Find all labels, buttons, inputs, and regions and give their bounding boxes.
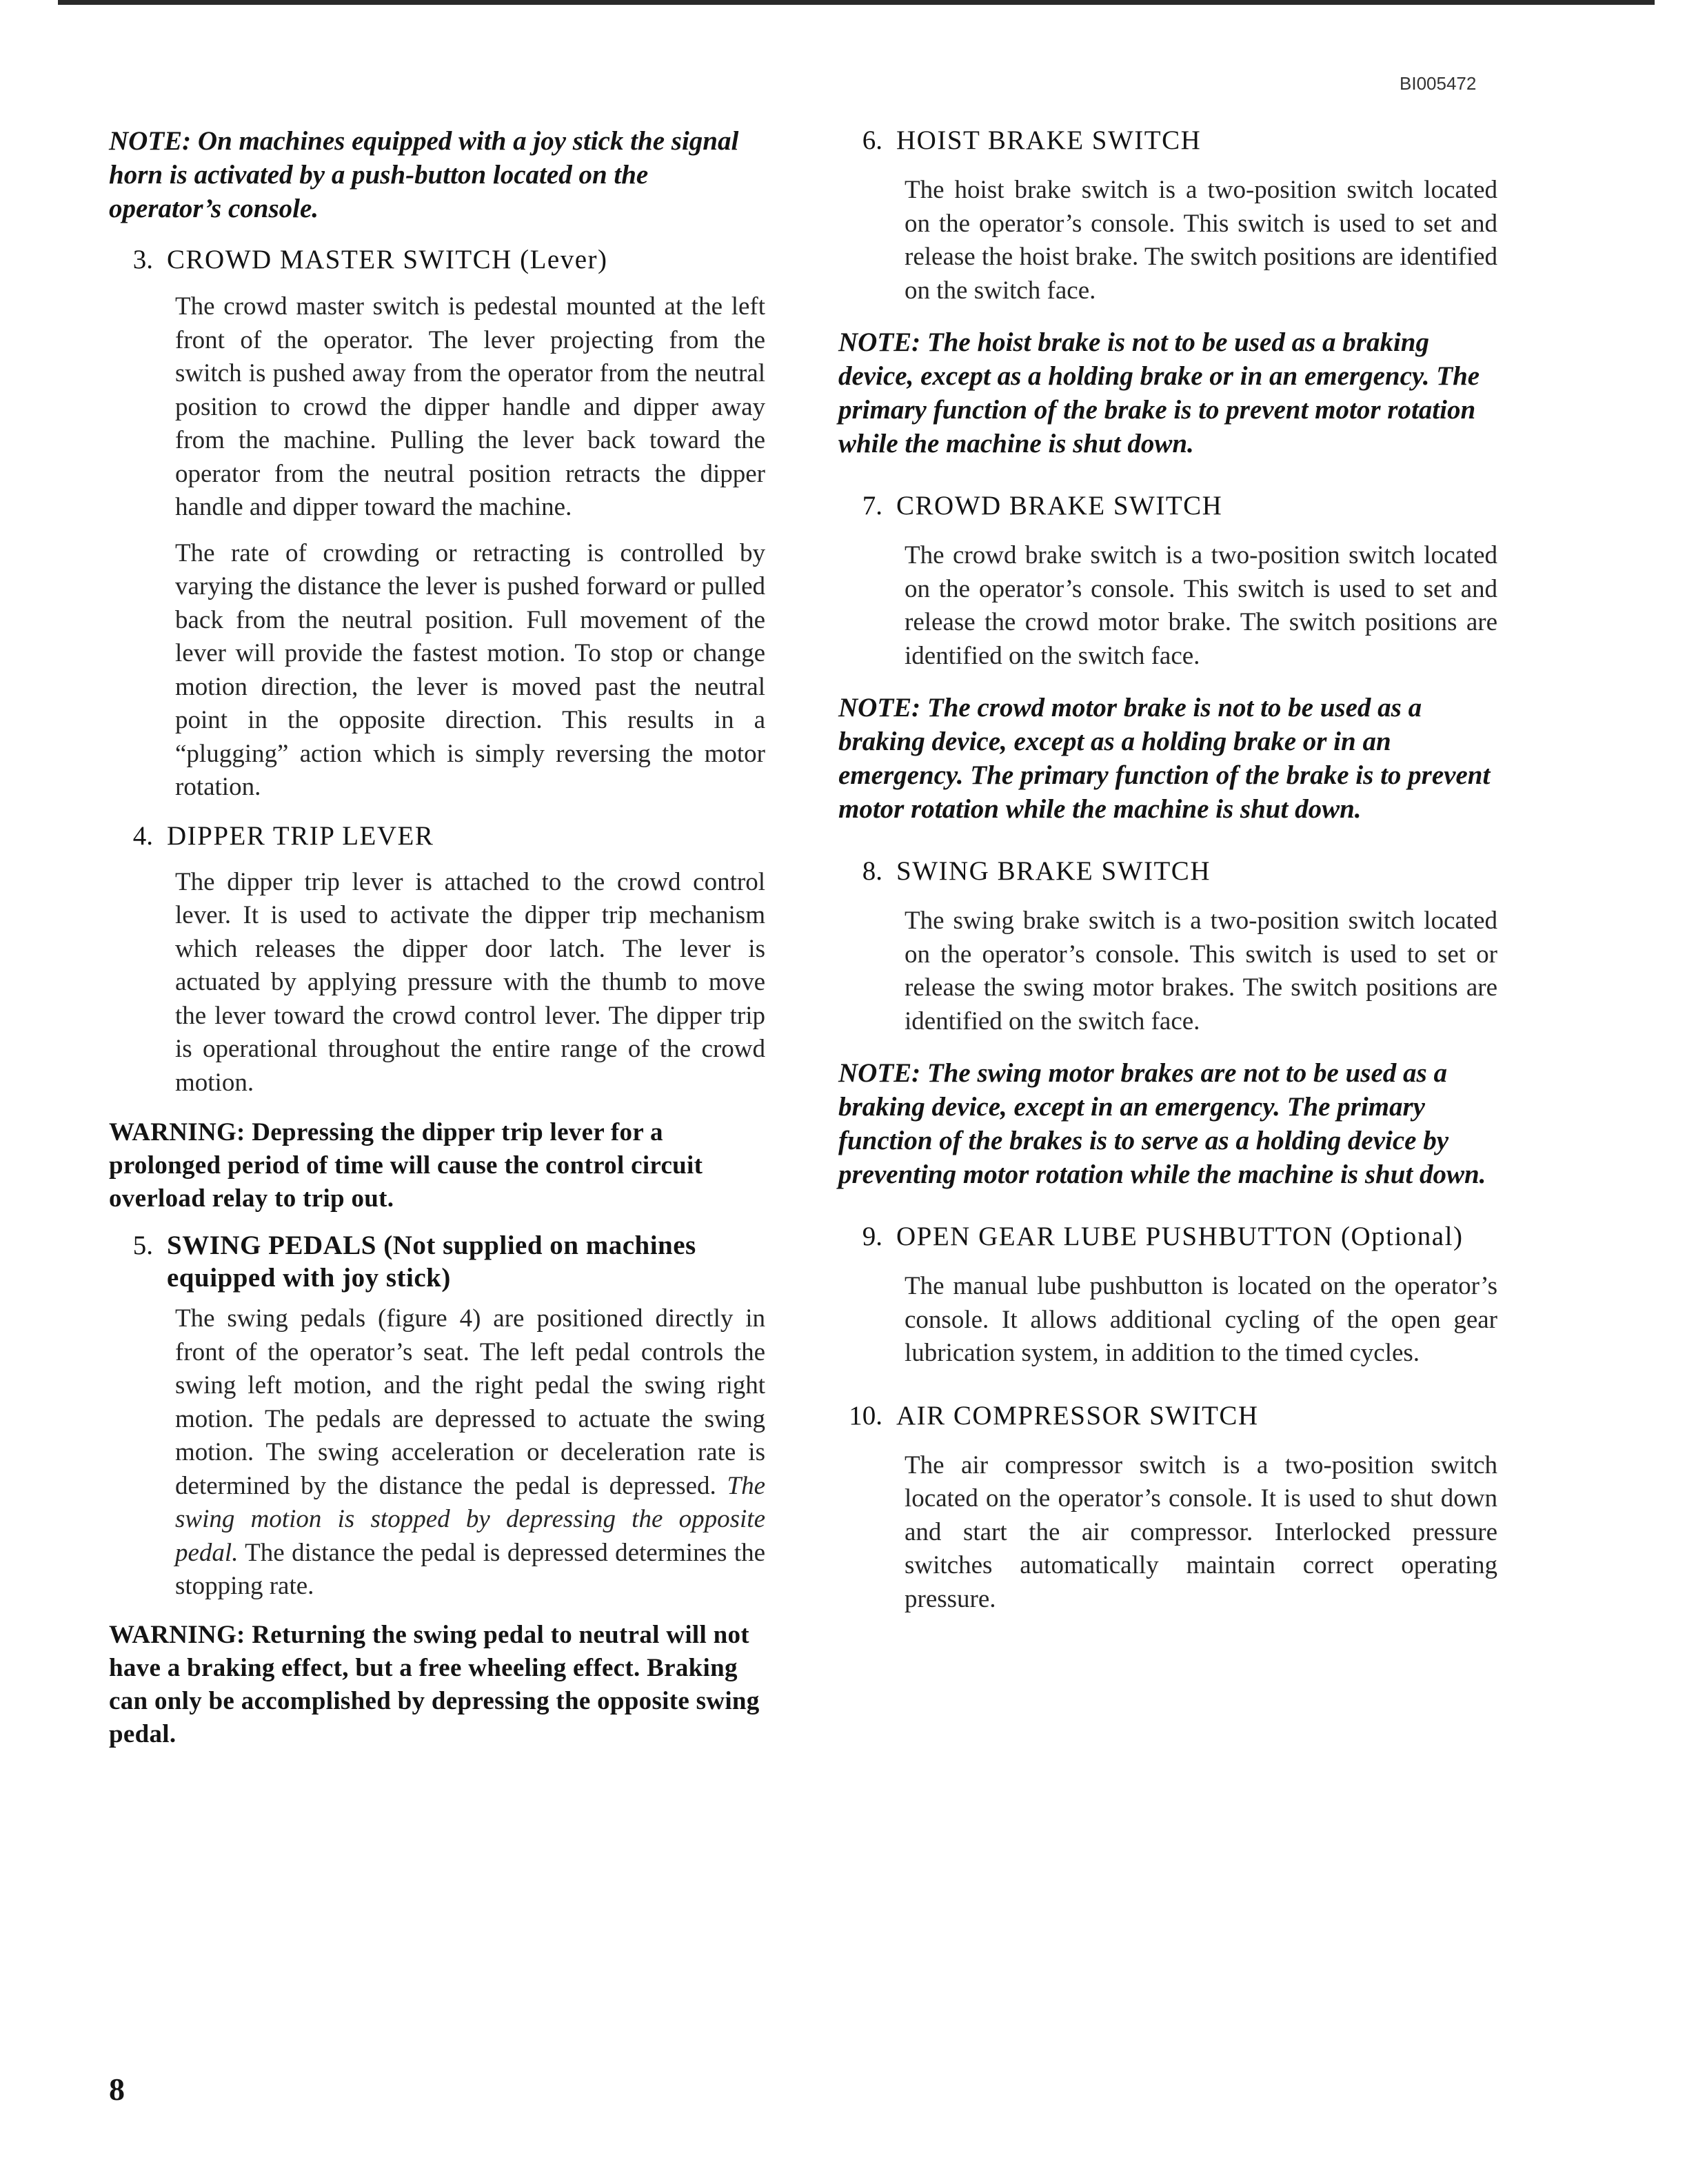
paragraph: The rate of crowding or retracting is controlled by varying the distance the lever is pushed forward or pulled back from the neutral position. Full movement of the lever will provide the fastest motion. To stop or change motion direction, the lever is moved past the neutral point in the opposite direction. This results in a “plugging” action which is simply reversing the motor rotation. [175, 538, 765, 801]
note-swing-motor-brakes: NOTE: The swing motor brakes are not to be used as a braking device, except in an emergency. The primary function of the brakes is to serve as a holding device by preventing motor rotation while the machine is shut down. [838, 1058, 1486, 1189]
section-open-gear-lube-pushbutton [838, 1220, 1497, 1371]
left-column [109, 124, 765, 1751]
paragraph: The crowd master switch is pedestal mounted at the left front of the operator. The lever projecting from the switch is pushed away from the operator from the neutral position to crowd the dipper handle and dipper away from the machine. Pulling the lever back toward the operator from the neutral position retracts the dipper handle and dipper toward the machine. [175, 292, 765, 521]
paragraph: The manual lube pushbutton is located on the operator’s console. It allows additional cycling of the open gear lubrication system, in addition to the timed cycles. [905, 1272, 1497, 1367]
section-heading [109, 243, 765, 276]
text-run: The swing pedals (figure 4) are positioned directly in front of the operator’s seat. The left pedal controls the swing left motion, and the right pedal the swing right motion. The pedals are depressed to actuate the swing motion. The swing acceleration or deceleration rate is determined by the distance the pedal is depressed. [175, 1304, 765, 1500]
section-title: OPEN GEAR LUBE PUSHBUTTON (Optional) [896, 1222, 1464, 1251]
section-number: 6. [862, 125, 882, 155]
section-title: SWING PEDALS (Not supplied on machines equipped with joy stick) [167, 1231, 696, 1293]
text-run: The distance the pedal is depressed determines the stopping rate. [175, 1538, 765, 1600]
section-title: CROWD MASTER SWITCH (Lever) [167, 245, 608, 274]
paragraph: The swing brake switch is a two-position switch located on the operator’s console. This switch is used to set or release the swing motor brakes. The switch positions are identified on the switch face. [905, 907, 1497, 1035]
section-title: CROWD BRAKE SWITCH [896, 491, 1223, 520]
section-air-compressor-switch [838, 1399, 1497, 1617]
paragraph: The dipper trip lever is attached to the crowd control lever. It is used to activate the dipper trip mechanism which releases the dipper door latch. The lever is actuated by applying pressure with the thumb to move the lever toward the crowd control lever. The dipper trip is operational throughout the entire range of the crowd motion. [175, 867, 765, 1097]
section-title: SWING BRAKE SWITCH [896, 856, 1211, 886]
note-hoist-brake: NOTE: The hoist brake is not to be used as a braking device, except as a holding brake or in an emergency. The primary function of the brake is to prevent motor rotation while the machine is shut down. [838, 327, 1480, 458]
section-heading [838, 1399, 1497, 1432]
section-title: AIR COMPRESSOR SWITCH [896, 1400, 1259, 1430]
section-heading [838, 855, 1497, 887]
top-rule [58, 0, 1655, 5]
paragraph: The hoist brake switch is a two-position switch located on the operator’s console. This switch is used to set and release the hoist brake. The switch positions are identified on the switch face. [905, 176, 1497, 305]
section-crowd-master-switch [109, 243, 765, 805]
paragraph: The air compressor switch is a two-position switch located on the operator’s console. It is used to shut down and start the air compressor. Interlocked pressure switches automatically maintain correct operating pressure. [905, 1450, 1497, 1613]
document-id: BI005472 [1400, 73, 1477, 94]
italic-text-run: The swing motion is stopped by depressing the opposite pedal. [175, 1471, 765, 1567]
paragraph [175, 1302, 765, 1604]
section-title: HOIST BRAKE SWITCH [896, 125, 1202, 155]
section-dipper-trip-lever [109, 820, 765, 1100]
section-number: 9. [862, 1222, 882, 1251]
section-heading [838, 124, 1497, 156]
section-number: 10. [849, 1400, 882, 1430]
section-title: DIPPER TRIP LEVER [167, 820, 434, 851]
section-number: 7. [862, 491, 882, 520]
section-swing-brake-switch [838, 855, 1497, 1038]
page-number: 8 [109, 2072, 125, 2107]
note-signal-horn: NOTE: On machines equipped with a joy stick the signal horn is activated by a push-button located on the operator’s console. [109, 126, 739, 223]
warning-swing-pedal: WARNING: Returning the swing pedal to neutral will not have a braking effect, but a free wheeling effect. Braking can only be accomplished by depressing the opposite swing pedal. [109, 1620, 760, 1748]
paragraph: The crowd brake switch is a two-position switch located on the operator’s console. This switch is used to set and release the crowd motor brake. The switch positions are identified on the switch face. [905, 541, 1497, 670]
note-crowd-motor-brake: NOTE: The crowd motor brake is not to be used as a braking device, except as a holding brake or in an emergency. The primary function of the brake is to prevent motor rotation while the machine is shut down. [838, 693, 1491, 824]
section-heading [109, 820, 765, 852]
section-number: 3. [132, 245, 153, 274]
section-heading [838, 1220, 1497, 1253]
section-swing-pedals [109, 1229, 765, 1604]
section-number: 8. [862, 856, 882, 886]
section-hoist-brake-switch [838, 124, 1497, 307]
section-crowd-brake-switch [838, 489, 1497, 673]
section-number: 4. [132, 820, 153, 851]
warning-dipper-trip: WARNING: Depressing the dipper trip lever for a prolonged period of time will cause the control circuit overload relay to trip out. [109, 1118, 703, 1213]
right-column [838, 124, 1497, 1616]
section-number: 5. [132, 1231, 153, 1260]
section-heading [109, 1229, 765, 1294]
section-heading [838, 489, 1497, 522]
